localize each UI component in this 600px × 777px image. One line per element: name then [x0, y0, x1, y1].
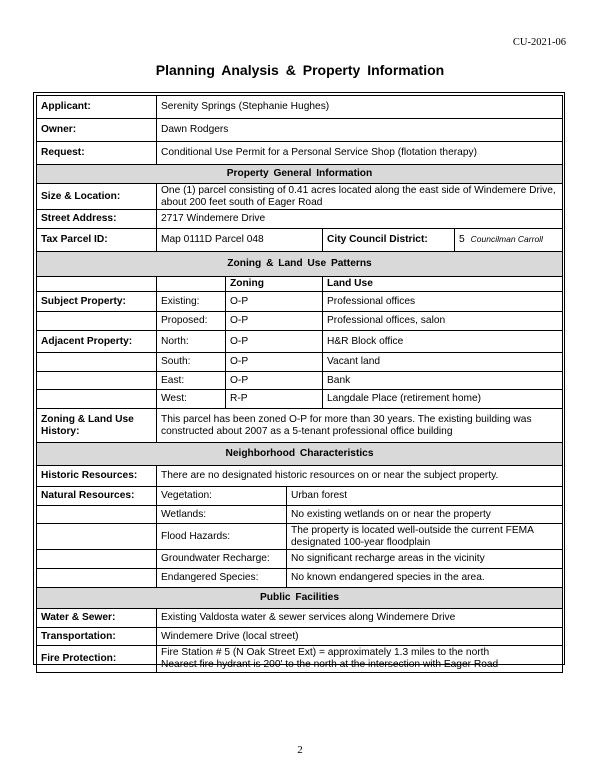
street-address-label: Street Address: — [37, 210, 157, 229]
fire-protection-label: Fire Protection: — [37, 646, 157, 673]
subject-direction: Existing: — [157, 292, 226, 312]
request-row — [37, 142, 563, 165]
zoning-history-row — [37, 409, 563, 443]
general-info-heading: Property General Information — [37, 165, 563, 184]
adjacent-zoning: O-P — [226, 353, 323, 372]
street-address-value: 2717 Windemere Drive — [157, 210, 563, 229]
tax-parcel-value: Map 0111D Parcel 048 — [157, 229, 323, 252]
natural-resource-value: No existing wetlands on or near the property — [287, 506, 563, 524]
table-row — [37, 331, 563, 353]
adjacent-zoning: R-P — [226, 390, 323, 409]
table-row — [37, 312, 563, 331]
applicant-row — [37, 96, 563, 119]
street-address-row — [37, 210, 563, 229]
historic-resources-label: Historic Resources: — [37, 466, 157, 487]
table-row — [37, 487, 563, 506]
adjacent-land-use: Langdale Place (retirement home) — [323, 390, 563, 409]
adjacent-zoning: O-P — [226, 331, 323, 353]
page-title: Planning Analysis & Property Information — [155, 62, 445, 78]
zoning-history-value: This parcel has been zoned O-P for more than 30 years. The existing building was constructed about 2007 as a 5-tenant professional office building — [157, 409, 563, 443]
owner-row — [37, 119, 563, 142]
size-location-label: Size & Location: — [37, 184, 157, 210]
fire-protection-value — [157, 646, 563, 673]
natural-resource-name: Groundwater Recharge: — [157, 550, 287, 569]
natural-resource-value: Urban forest — [287, 487, 563, 506]
natural-resource-value: No known endangered species in the area. — [287, 569, 563, 588]
adjacent-land-use: Vacant land — [323, 353, 563, 372]
natural-resource-name: Wetlands: — [157, 506, 287, 524]
natural-resource-name: Vegetation: — [157, 487, 287, 506]
page-number: 2 — [297, 744, 303, 756]
zoning-column-headers — [37, 277, 563, 292]
natural-resources-label: Natural Resources: — [37, 487, 157, 506]
natural-resource-name: Flood Hazards: — [157, 524, 287, 550]
natural-resource-value: No significant recharge areas in the vicinity — [287, 550, 563, 569]
subject-zoning: O-P — [226, 312, 323, 331]
owner-value: Dawn Rodgers — [157, 119, 563, 142]
table-row — [37, 569, 563, 588]
natural-resource-name: Endangered Species: — [157, 569, 287, 588]
council-district-number: 5 — [459, 234, 465, 246]
request-value: Conditional Use Permit for a Personal Service Shop (flotation therapy) — [157, 142, 563, 165]
table-row — [37, 292, 563, 312]
subject-zoning: O-P — [226, 292, 323, 312]
table-row — [37, 550, 563, 569]
adjacent-direction: North: — [157, 331, 226, 353]
fire-station-line: Fire Station # 5 (N Oak Street Ext) = approximately 1.3 miles to the north — [161, 647, 490, 659]
public-facilities-heading: Public Facilities — [37, 588, 563, 609]
transportation-label: Transportation: — [37, 628, 157, 646]
subject-land-use: Professional offices — [323, 292, 563, 312]
council-member: Councilman Carroll — [470, 234, 543, 245]
adjacent-land-use: H&R Block office — [323, 331, 563, 353]
tax-parcel-label: Tax Parcel ID: — [37, 229, 157, 252]
property-info-table — [36, 95, 563, 673]
adjacent-land-use: Bank — [323, 372, 563, 390]
adjacent-direction: West: — [157, 390, 226, 409]
table-row — [37, 506, 563, 524]
historic-resources-row — [37, 466, 563, 487]
size-location-row — [37, 184, 563, 210]
table-row — [37, 524, 563, 550]
case-number: CU-2021-06 — [512, 37, 566, 48]
neighborhood-heading: Neighborhood Characteristics — [37, 443, 563, 466]
natural-resource-value: The property is located well-outside the current FEMA designated 100-year floodplain — [287, 524, 563, 550]
council-district-label: City Council District: — [323, 229, 455, 252]
subject-property-label: Subject Property: — [37, 292, 157, 312]
adjacent-zoning: O-P — [226, 372, 323, 390]
historic-resources-value: There are no designated historic resources on or near the subject property. — [157, 466, 563, 487]
fire-protection-row — [37, 646, 563, 673]
applicant-label: Applicant: — [37, 96, 157, 119]
zoning-heading: Zoning & Land Use Patterns — [37, 252, 563, 277]
table-row — [37, 353, 563, 372]
transportation-value: Windemere Drive (local street) — [157, 628, 563, 646]
adjacent-direction: East: — [157, 372, 226, 390]
adjacent-direction: South: — [157, 353, 226, 372]
tax-parcel-row — [37, 229, 563, 252]
water-sewer-label: Water & Sewer: — [37, 609, 157, 628]
land-use-column-header: Land Use — [323, 277, 563, 292]
water-sewer-row — [37, 609, 563, 628]
council-district-value — [455, 229, 563, 252]
adjacent-property-label: Adjacent Property: — [37, 331, 157, 353]
size-location-value: One (1) parcel consisting of 0.41 acres located along the east side of Windemere Drive, about 200 feet south of Eager Road — [157, 184, 563, 210]
subject-direction: Proposed: — [157, 312, 226, 331]
transportation-row — [37, 628, 563, 646]
request-label: Request: — [37, 142, 157, 165]
zoning-column-header: Zoning — [226, 277, 323, 292]
applicant-value: Serenity Springs (Stephanie Hughes) — [157, 96, 563, 119]
table-row — [37, 390, 563, 409]
subject-land-use: Professional offices, salon — [323, 312, 563, 331]
owner-label: Owner: — [37, 119, 157, 142]
water-sewer-value: Existing Valdosta water & sewer services along Windemere Drive — [157, 609, 563, 628]
table-row — [37, 372, 563, 390]
zoning-history-label: Zoning & Land Use History: — [37, 409, 157, 443]
fire-hydrant-line: Nearest fire hydrant is 200' to the north at the intersection with Eager Road — [161, 659, 499, 670]
